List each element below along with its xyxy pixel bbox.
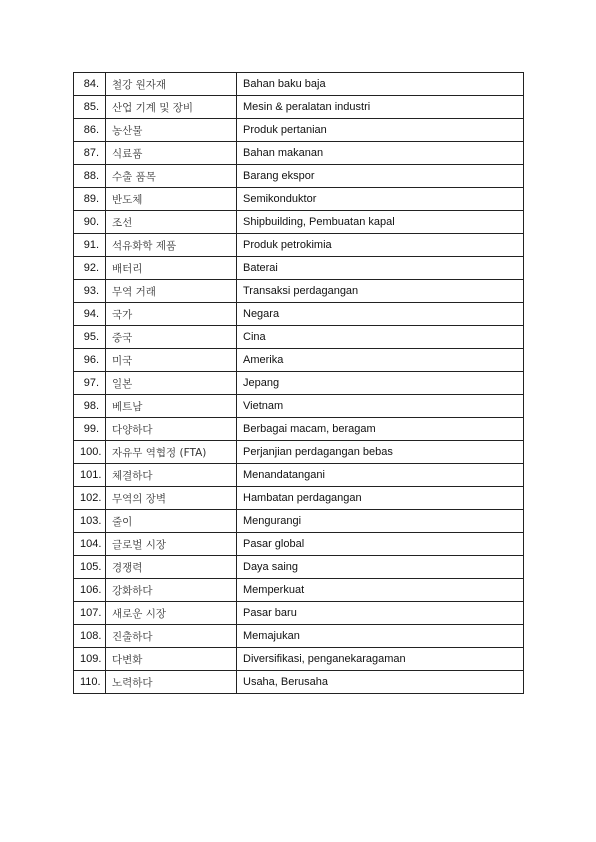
korean-term: 진출하다 (106, 625, 237, 648)
indonesian-translation: Mengurangi (237, 510, 524, 533)
table-row (74, 188, 524, 211)
indonesian-translation: Mesin & peralatan industri (237, 96, 524, 119)
korean-term: 산업 기계 및 장비 (106, 96, 237, 119)
korean-term: 수출 품목 (106, 165, 237, 188)
table-row (74, 418, 524, 441)
indonesian-translation: Daya saing (237, 556, 524, 579)
indonesian-translation: Amerika (237, 349, 524, 372)
korean-term: 무역의 장벽 (106, 487, 237, 510)
indonesian-translation: Pasar global (237, 533, 524, 556)
row-number: 87. (74, 142, 106, 165)
indonesian-translation: Produk pertanian (237, 119, 524, 142)
korean-term: 경쟁력 (106, 556, 237, 579)
indonesian-translation: Negara (237, 303, 524, 326)
row-number: 97. (74, 372, 106, 395)
indonesian-translation: Memperkuat (237, 579, 524, 602)
table-row (74, 579, 524, 602)
table-row (74, 234, 524, 257)
vocabulary-table-body (74, 73, 524, 694)
korean-term: 국가 (106, 303, 237, 326)
korean-term: 체결하다 (106, 464, 237, 487)
indonesian-translation: Transaksi perdagangan (237, 280, 524, 303)
row-number: 88. (74, 165, 106, 188)
korean-term: 농산물 (106, 119, 237, 142)
table-row (74, 349, 524, 372)
table-row (74, 165, 524, 188)
table-row (74, 303, 524, 326)
korean-term: 석유화학 제품 (106, 234, 237, 257)
indonesian-translation: Vietnam (237, 395, 524, 418)
row-number: 110. (74, 671, 106, 694)
table-row (74, 602, 524, 625)
korean-term: 미국 (106, 349, 237, 372)
row-number: 91. (74, 234, 106, 257)
indonesian-translation: Bahan baku baja (237, 73, 524, 96)
row-number: 89. (74, 188, 106, 211)
row-number: 86. (74, 119, 106, 142)
korean-term: 식료품 (106, 142, 237, 165)
table-row (74, 326, 524, 349)
row-number: 102. (74, 487, 106, 510)
row-number: 105. (74, 556, 106, 579)
korean-term: 조선 (106, 211, 237, 234)
row-number: 85. (74, 96, 106, 119)
indonesian-translation: Memajukan (237, 625, 524, 648)
table-row (74, 96, 524, 119)
table-row (74, 487, 524, 510)
row-number: 94. (74, 303, 106, 326)
korean-term: 줄이 (106, 510, 237, 533)
indonesian-translation: Berbagai macam, beragam (237, 418, 524, 441)
table-row (74, 533, 524, 556)
korean-term: 무역 거래 (106, 280, 237, 303)
korean-term: 다변화 (106, 648, 237, 671)
korean-term: 다양하다 (106, 418, 237, 441)
korean-term: 중국 (106, 326, 237, 349)
indonesian-translation: Produk petrokimia (237, 234, 524, 257)
indonesian-translation: Cina (237, 326, 524, 349)
table-row (74, 464, 524, 487)
korean-term: 강화하다 (106, 579, 237, 602)
table-row (74, 211, 524, 234)
indonesian-translation: Barang ekspor (237, 165, 524, 188)
table-row (74, 625, 524, 648)
table-row (74, 648, 524, 671)
indonesian-translation: Perjanjian perdagangan bebas (237, 441, 524, 464)
table-row (74, 119, 524, 142)
row-number: 96. (74, 349, 106, 372)
row-number: 100. (74, 441, 106, 464)
table-row (74, 556, 524, 579)
indonesian-translation: Menandatangani (237, 464, 524, 487)
korean-term: 새로운 시장 (106, 602, 237, 625)
table-row (74, 257, 524, 280)
table-row (74, 441, 524, 464)
row-number: 109. (74, 648, 106, 671)
indonesian-translation: Diversifikasi, penganekaragaman (237, 648, 524, 671)
row-number: 98. (74, 395, 106, 418)
indonesian-translation: Usaha, Berusaha (237, 671, 524, 694)
korean-term: 노력하다 (106, 671, 237, 694)
indonesian-translation: Shipbuilding, Pembuatan kapal (237, 211, 524, 234)
korean-term: 반도체 (106, 188, 237, 211)
table-row (74, 142, 524, 165)
indonesian-translation: Hambatan perdagangan (237, 487, 524, 510)
indonesian-translation: Jepang (237, 372, 524, 395)
korean-term: 글로벌 시장 (106, 533, 237, 556)
table-row (74, 671, 524, 694)
row-number: 84. (74, 73, 106, 96)
korean-term: 철강 원자재 (106, 73, 237, 96)
indonesian-translation: Baterai (237, 257, 524, 280)
row-number: 106. (74, 579, 106, 602)
table-row (74, 395, 524, 418)
row-number: 93. (74, 280, 106, 303)
row-number: 90. (74, 211, 106, 234)
korean-term: 자유무 역협정 (FTA) (106, 441, 237, 464)
indonesian-translation: Bahan makanan (237, 142, 524, 165)
indonesian-translation: Pasar baru (237, 602, 524, 625)
indonesian-translation: Semikonduktor (237, 188, 524, 211)
korean-term: 일본 (106, 372, 237, 395)
vocabulary-table (73, 72, 524, 694)
table-row (74, 510, 524, 533)
row-number: 107. (74, 602, 106, 625)
table-row (74, 280, 524, 303)
row-number: 99. (74, 418, 106, 441)
row-number: 108. (74, 625, 106, 648)
row-number: 95. (74, 326, 106, 349)
korean-term: 베트남 (106, 395, 237, 418)
korean-term: 배터리 (106, 257, 237, 280)
row-number: 92. (74, 257, 106, 280)
table-row (74, 73, 524, 96)
row-number: 101. (74, 464, 106, 487)
row-number: 103. (74, 510, 106, 533)
row-number: 104. (74, 533, 106, 556)
table-row (74, 372, 524, 395)
